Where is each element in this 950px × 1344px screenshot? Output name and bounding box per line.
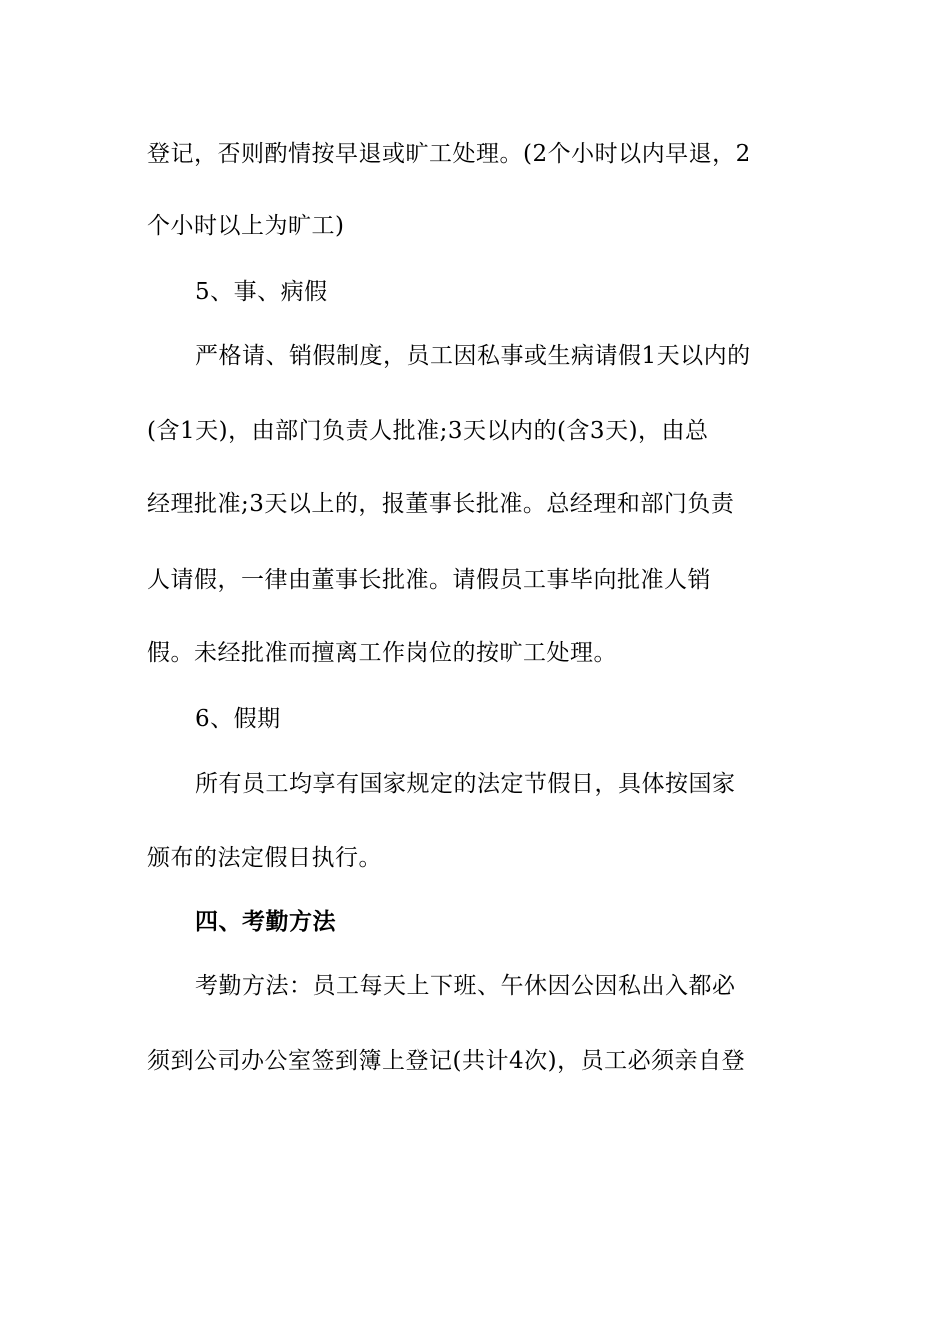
- chapter-heading: 四、考勤方法: [195, 908, 336, 935]
- section-heading: 6、假期: [195, 706, 281, 732]
- paragraph-line: 颁布的法定假日执行。: [147, 845, 382, 871]
- paragraph-line: 严格请、销假制度，员工因私事或生病请假1天以内的: [195, 343, 751, 369]
- paragraph-line: 登记，否则酌情按早退或旷工处理。(2个小时以内早退，2: [147, 141, 751, 167]
- paragraph-line: 经理批准;3天以上的，报董事长批准。总经理和部门负责: [147, 491, 735, 517]
- paragraph-line: (含1天)，由部门负责人批准;3天以内的(含3天)，由总: [147, 418, 709, 444]
- paragraph-line: 考勤方法：员工每天上下班、午休因公因私出入都必: [195, 973, 736, 999]
- paragraph-line: 个小时以上为旷工): [147, 213, 345, 239]
- paragraph-line: 假。未经批准而擅离工作岗位的按旷工处理。: [147, 640, 617, 666]
- paragraph-line: 所有员工均享有国家规定的法定节假日，具体按国家: [195, 771, 736, 797]
- paragraph-line: 须到公司办公室签到簿上登记(共计4次)，员工必须亲自登: [147, 1048, 746, 1074]
- section-heading: 5、事、病假: [195, 279, 328, 305]
- paragraph-line: 人请假，一律由董事长批准。请假员工事毕向批准人销: [147, 567, 711, 593]
